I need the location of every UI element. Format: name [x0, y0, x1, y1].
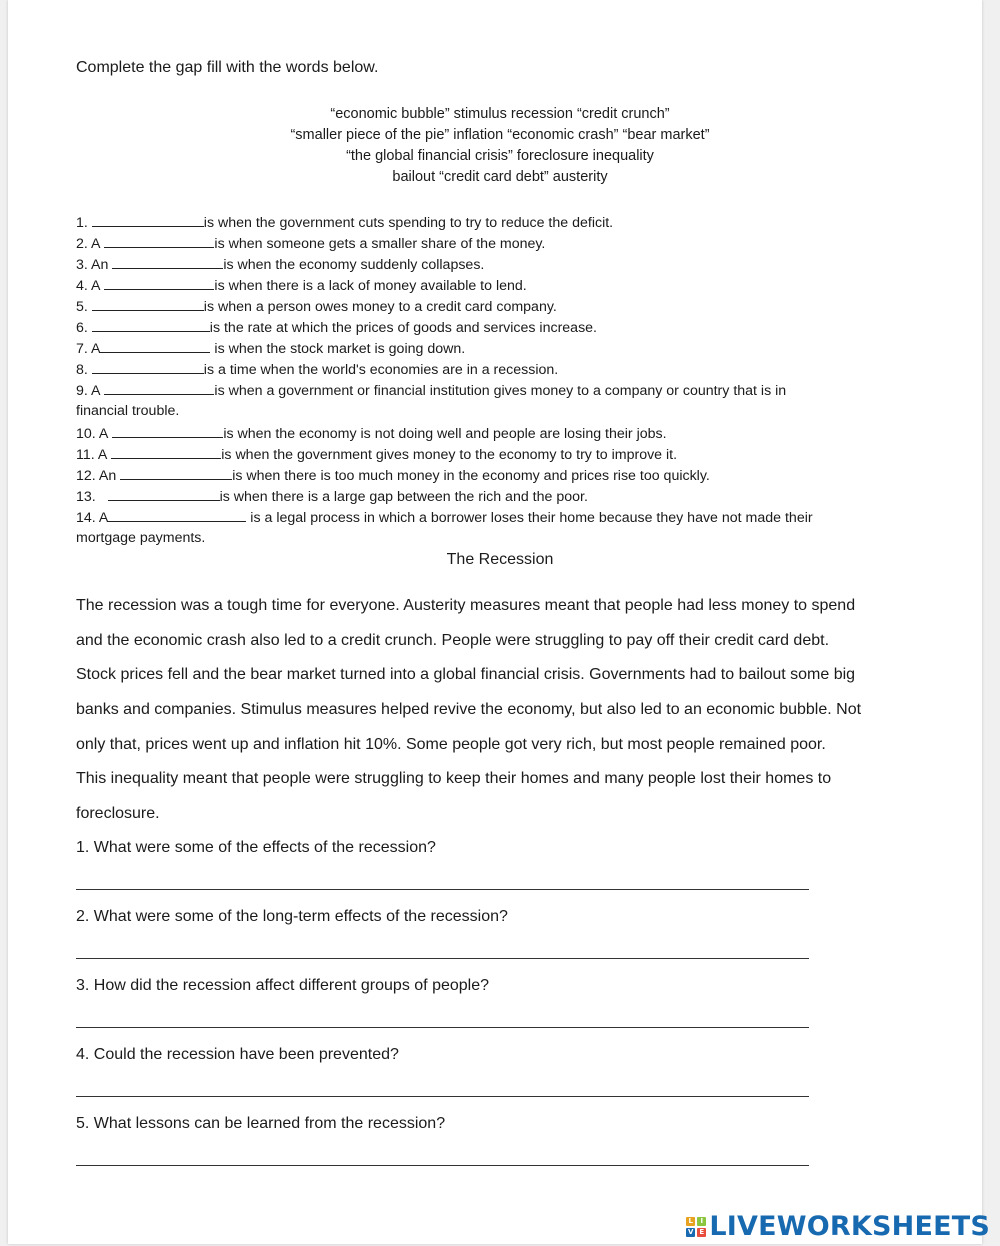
- item-number: 11. A: [76, 447, 108, 463]
- gap-fill-item: [76, 424, 667, 443]
- item-number: 10. A: [76, 426, 109, 442]
- item-text: mortgage payments.: [76, 530, 206, 546]
- item-number: 1.: [76, 215, 88, 231]
- gap-fill-item: [76, 318, 597, 337]
- item-number: 4. A: [76, 278, 101, 294]
- item-text: is when a government or financial institution gives money to a company or country that is in: [214, 383, 787, 399]
- answer-line[interactable]: [76, 1096, 809, 1097]
- gap-fill-continuation: [76, 402, 179, 420]
- item-text: is when the economy suddenly collapses.: [223, 257, 485, 273]
- gap-fill-item: [76, 508, 813, 527]
- item-number: 13.: [76, 489, 96, 505]
- item-number: 2. A: [76, 236, 101, 252]
- item-text: is when there is a lack of money available to lend.: [214, 278, 527, 294]
- gap-fill-item: [76, 466, 710, 485]
- item-number: 7. A: [76, 341, 101, 357]
- item-number: 9. A: [76, 383, 101, 399]
- answer-line[interactable]: [76, 1165, 809, 1166]
- gap-fill-item: [76, 213, 613, 232]
- answer-blank[interactable]: [92, 213, 204, 227]
- reading-line: banks and companies. Stimulus measures helped revive the economy, but also led to an economic bubble. Not: [76, 701, 862, 718]
- gap-fill-item: [76, 339, 465, 358]
- answer-blank[interactable]: [112, 424, 223, 438]
- word-bank-line: “smaller piece of the pie” inflation “economic crash” “bear market”: [290, 127, 710, 143]
- item-text: is when the government cuts spending to try to reduce the deficit.: [203, 215, 614, 231]
- item-text: financial trouble.: [76, 403, 180, 419]
- gap-fill-item: [76, 487, 588, 506]
- gap-fill-item: [76, 255, 484, 274]
- item-number: 5.: [76, 299, 88, 315]
- item-text: is when a person owes money to a credit card company.: [203, 299, 557, 315]
- reading-line: This inequality meant that people were struggling to keep their homes and many people lost their homes to: [76, 770, 832, 787]
- item-number: 14. A: [76, 510, 109, 526]
- gap-fill-item: [76, 276, 527, 295]
- item-text: is a time when the world's economies are in a recession.: [203, 362, 559, 378]
- item-text: is when there is a large gap between the rich and the poor.: [219, 489, 588, 505]
- gap-fill-item: [76, 234, 545, 253]
- liveworksheets-logo: [686, 1211, 990, 1242]
- gap-fill-item: [76, 297, 557, 316]
- item-text: is when the government gives money to the economy to try to improve it.: [221, 447, 678, 463]
- item-text: is a legal process in which a borrower loses their home because they have not made their: [246, 510, 813, 526]
- logo-text: LIVEWORKSHEETS: [709, 1211, 990, 1242]
- gap-fill-continuation: [76, 529, 205, 547]
- item-text: is when the stock market is going down.: [210, 341, 466, 357]
- item-text: is when the economy is not doing well and people are losing their jobs.: [223, 426, 667, 442]
- word-bank-line: bailout “credit card debt” austerity: [392, 169, 608, 185]
- reading-line: The recession was a tough time for everyone. Austerity measures meant that people had less money to spend: [76, 597, 856, 614]
- item-number: 8.: [76, 362, 88, 378]
- item-text: is when someone gets a smaller share of the money.: [214, 236, 546, 252]
- item-number: 3. An: [76, 257, 109, 273]
- word-bank-line: “the global financial crisis” foreclosure inequality: [346, 148, 654, 164]
- comprehension-question: 1. What were some of the effects of the recession?: [76, 839, 436, 856]
- item-text: is when there is too much money in the economy and prices rise too quickly.: [232, 468, 710, 484]
- answer-blank[interactable]: [108, 508, 246, 522]
- answer-blank[interactable]: [92, 318, 210, 332]
- answer-blank[interactable]: [111, 445, 221, 459]
- reading-line: Stock prices fell and the bear market turned into a global financial crisis. Governments had to bailout some big: [76, 666, 856, 683]
- liveworksheets-icon: L I V E: [686, 1217, 706, 1237]
- answer-line[interactable]: [76, 958, 809, 959]
- gap-fill-item: [76, 381, 786, 400]
- item-number: 12. An: [76, 468, 117, 484]
- answer-blank[interactable]: [100, 339, 210, 353]
- comprehension-question: 4. Could the recession have been prevented?: [76, 1046, 399, 1063]
- answer-blank[interactable]: [108, 487, 220, 501]
- reading-line: foreclosure.: [76, 805, 160, 822]
- answer-line[interactable]: [76, 889, 809, 890]
- answer-blank[interactable]: [104, 381, 214, 395]
- gap-fill-item: [76, 360, 558, 379]
- item-number: 6.: [76, 320, 88, 336]
- word-bank-line: “economic bubble” stimulus recession “credit crunch”: [330, 106, 670, 122]
- reading-title: The Recession: [446, 551, 554, 568]
- answer-blank[interactable]: [92, 297, 204, 311]
- reading-line: only that, prices went up and inflation hit 10%. Some people got very rich, but most people remained poor.: [76, 736, 826, 753]
- answer-blank[interactable]: [120, 466, 232, 480]
- answer-blank[interactable]: [92, 360, 204, 374]
- comprehension-question: 2. What were some of the long-term effects of the recession?: [76, 908, 508, 925]
- instructions: Complete the gap fill with the words below.: [76, 59, 379, 76]
- answer-blank[interactable]: [104, 234, 214, 248]
- comprehension-question: 5. What lessons can be learned from the recession?: [76, 1115, 446, 1132]
- gap-fill-item: [76, 445, 677, 464]
- item-text: is the rate at which the prices of goods and services increase.: [209, 320, 598, 336]
- answer-blank[interactable]: [112, 255, 223, 269]
- answer-blank[interactable]: [104, 276, 214, 290]
- answer-line[interactable]: [76, 1027, 809, 1028]
- comprehension-question: 3. How did the recession affect different groups of people?: [76, 977, 490, 994]
- reading-line: and the economic crash also led to a credit crunch. People were struggling to pay off their credit card debt.: [76, 632, 830, 649]
